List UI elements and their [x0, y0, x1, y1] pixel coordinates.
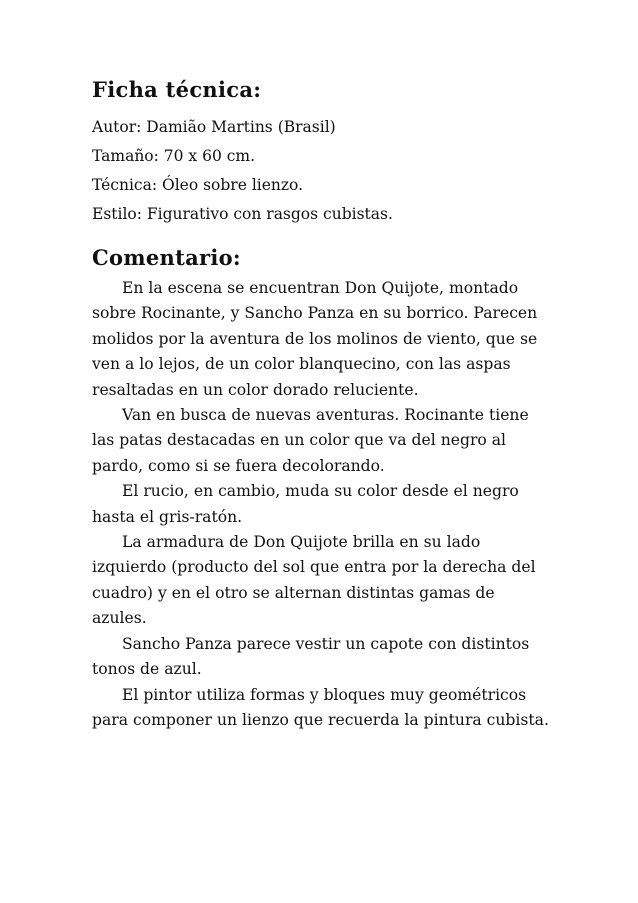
ficha-tecnica-list [92, 113, 552, 229]
comentario-paragraph: Sancho Panza parece vestir un capote con distintos tonos de azul. [92, 634, 530, 679]
comentario-paragraph: El rucio, en cambio, muda su color desde el negro hasta el gris-ratón. [92, 482, 519, 526]
autor-line: Autor: Damião Martins (Brasil) [92, 118, 336, 136]
comentario-paragraph: Van en busca de nuevas aventuras. Rocinante tiene las patas destacadas en un color que va del negro al pardo, como si se fuera decolorando. [92, 406, 529, 475]
estilo-line: Estilo: Figurativo con rasgos cubistas. [92, 205, 393, 223]
comentario-body [92, 276, 552, 733]
comentario-heading: Comentario: [92, 245, 241, 270]
comentario-paragraph: En la escena se encuentran Don Quijote, montado sobre Rocinante, y Sancho Panza en su borrico. Parecen molidos por la aventura de los molinos de viento, que se ven a lo lejos, de un color blanquecino, con las aspas resaltadas en un color dorado reluciente. [92, 279, 538, 399]
comentario-paragraph: El pintor utiliza formas y bloques muy geométricos para componer un lienzo que recuerda la pintura cubista. [92, 685, 549, 729]
tecnica-line: Técnica: Óleo sobre lienzo. [92, 176, 304, 194]
comentario-paragraph: La armadura de Don Quijote brilla en su lado izquierdo (producto del sol que entra por la derecha del cuadro) y en el otro se alternan distintas gamas de azules. [92, 533, 536, 628]
tamano-line: Tamaño: 70 x 60 cm. [92, 147, 256, 165]
ficha-tecnica-heading: Ficha técnica: [92, 77, 262, 102]
document-page [92, 75, 552, 733]
